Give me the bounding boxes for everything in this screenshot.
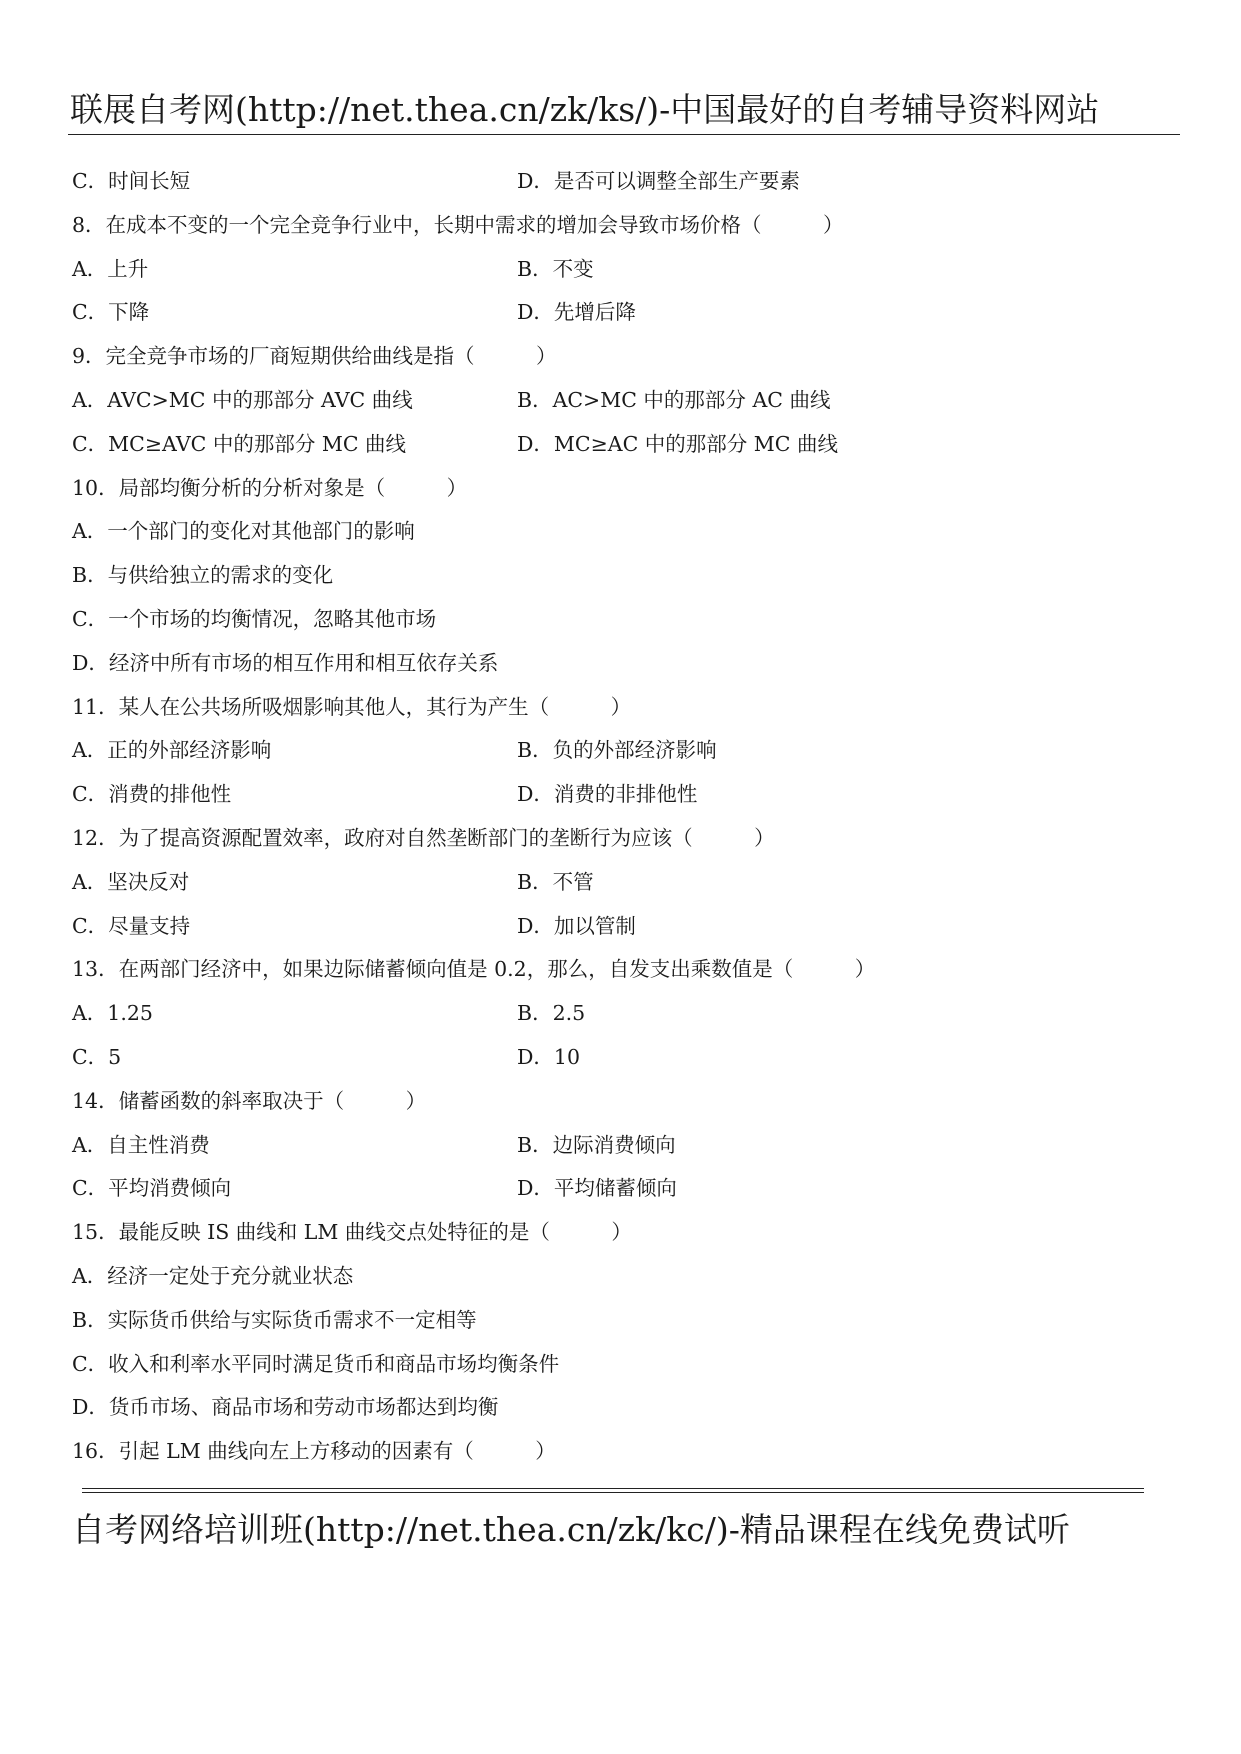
question-line	[72, 817, 1172, 861]
option-text: B．负的外部经济影响	[517, 738, 717, 763]
page-footer: 自考网络培训班(http://net.thea.cn/zk/kc/)-精品课程在线免费试听	[72, 1510, 1070, 1549]
line-text: C．时间长短	[72, 169, 191, 193]
question-line	[72, 1299, 1172, 1343]
line-text: A．一个部门的变化对其他部门的影响	[72, 519, 415, 544]
question-line	[72, 423, 1172, 467]
line-text: 10．局部均衡分析的分析对象是（ ）	[72, 475, 468, 500]
question-line	[72, 1080, 1172, 1124]
line-text: D．货币市场、商品市场和劳动市场都达到均衡	[72, 1395, 499, 1420]
line-text: A．上升	[72, 256, 149, 281]
option-text: D．10	[517, 1044, 581, 1069]
line-text: C．收入和利率水平同时满足货币和商品市场均衡条件	[72, 1351, 560, 1376]
line-text: A．正的外部经济影响	[72, 738, 272, 763]
question-line	[72, 554, 1172, 598]
question-line	[72, 1036, 1172, 1080]
question-line	[72, 467, 1172, 511]
option-text: B．边际消费倾向	[517, 1132, 676, 1157]
question-line	[72, 992, 1172, 1036]
line-text: C．一个市场的均衡情况，忽略其他市场	[72, 606, 437, 631]
line-text: B．与供给独立的需求的变化	[72, 563, 334, 588]
line-text: D．经济中所有市场的相互作用和相互依存关系	[72, 650, 499, 675]
line-text: C．5	[72, 1044, 122, 1069]
question-line	[72, 1255, 1172, 1299]
option-text: D．先增后降	[517, 300, 636, 325]
question-line	[72, 510, 1172, 554]
line-text: C．消费的排他性	[72, 782, 232, 807]
line-text: 11．某人在公共场所吸烟影响其他人，其行为产生（ ）	[72, 694, 632, 719]
line-text: 16．引起 LM 曲线向左上方移动的因素有（ ）	[72, 1439, 556, 1464]
line-text: 9．完全竞争市场的厂商短期供给曲线是指（ ）	[72, 344, 557, 369]
line-text: 15．最能反映 IS 曲线和 LM 曲线交点处特征的是（ ）	[72, 1220, 632, 1245]
line-text: 8．在成本不变的一个完全竞争行业中，长期中需求的增加会导致市场价格（ ）	[72, 212, 844, 237]
option-text: D．MC≥AC 中的那部分 MC 曲线	[517, 431, 839, 456]
line-text: 12．为了提高资源配置效率，政府对自然垄断部门的垄断行为应该（ ）	[72, 825, 775, 850]
question-line	[72, 948, 1172, 992]
question-line	[72, 598, 1172, 642]
page-header: 联展自考网(http://net.thea.cn/zk/ks/)-中国最好的自考辅导资料网站	[70, 90, 1100, 129]
option-text: B．不管	[517, 869, 594, 894]
option-text: D．是否可以调整全部生产要素	[517, 169, 800, 193]
line-text: B．实际货币供给与实际货币需求不一定相等	[72, 1307, 477, 1332]
question-line	[72, 1167, 1172, 1211]
question-line	[72, 1430, 1172, 1474]
question-line	[72, 861, 1172, 905]
line-text: A．经济一定处于充分就业状态	[72, 1263, 354, 1288]
option-text: B．2.5	[517, 1001, 586, 1026]
line-text: A．自主性消费	[72, 1132, 210, 1157]
line-text: A．坚决反对	[72, 869, 190, 894]
question-line	[72, 773, 1172, 817]
line-text: C．MC≥AVC 中的那部分 MC 曲线	[72, 431, 407, 456]
question-line	[72, 1386, 1172, 1430]
option-text: D．平均储蓄倾向	[517, 1176, 677, 1201]
question-line	[72, 642, 1172, 686]
line-text: A．1.25	[72, 1001, 153, 1026]
header-divider	[68, 134, 1180, 135]
line-text: C．平均消费倾向	[72, 1176, 232, 1201]
line-text: C．下降	[72, 300, 150, 325]
question-line	[72, 729, 1172, 773]
option-text: D．加以管制	[517, 913, 636, 938]
question-line	[72, 905, 1172, 949]
question-line	[72, 248, 1172, 292]
question-line	[72, 291, 1172, 335]
option-text: D．消费的非排他性	[517, 782, 698, 807]
question-line	[72, 1124, 1172, 1168]
question-line	[72, 335, 1172, 379]
line-text: 13．在两部门经济中，如果边际储蓄倾向值是 0.2，那么，自发支出乘数值是（ ）	[72, 957, 876, 982]
line-text: A．AVC>MC 中的那部分 AVC 曲线	[72, 387, 413, 412]
question-line	[72, 686, 1172, 730]
line-text: C．尽量支持	[72, 913, 191, 938]
line-text: 14．储蓄函数的斜率取决于（ ）	[72, 1088, 427, 1113]
question-line	[72, 160, 1172, 204]
question-line	[72, 379, 1172, 423]
question-content	[72, 160, 1172, 1474]
question-line	[72, 1343, 1172, 1387]
question-line	[72, 204, 1172, 248]
option-text: B．AC>MC 中的那部分 AC 曲线	[517, 387, 831, 412]
footer-divider	[82, 1488, 1144, 1493]
question-line	[72, 1211, 1172, 1255]
option-text: B．不变	[517, 256, 594, 281]
